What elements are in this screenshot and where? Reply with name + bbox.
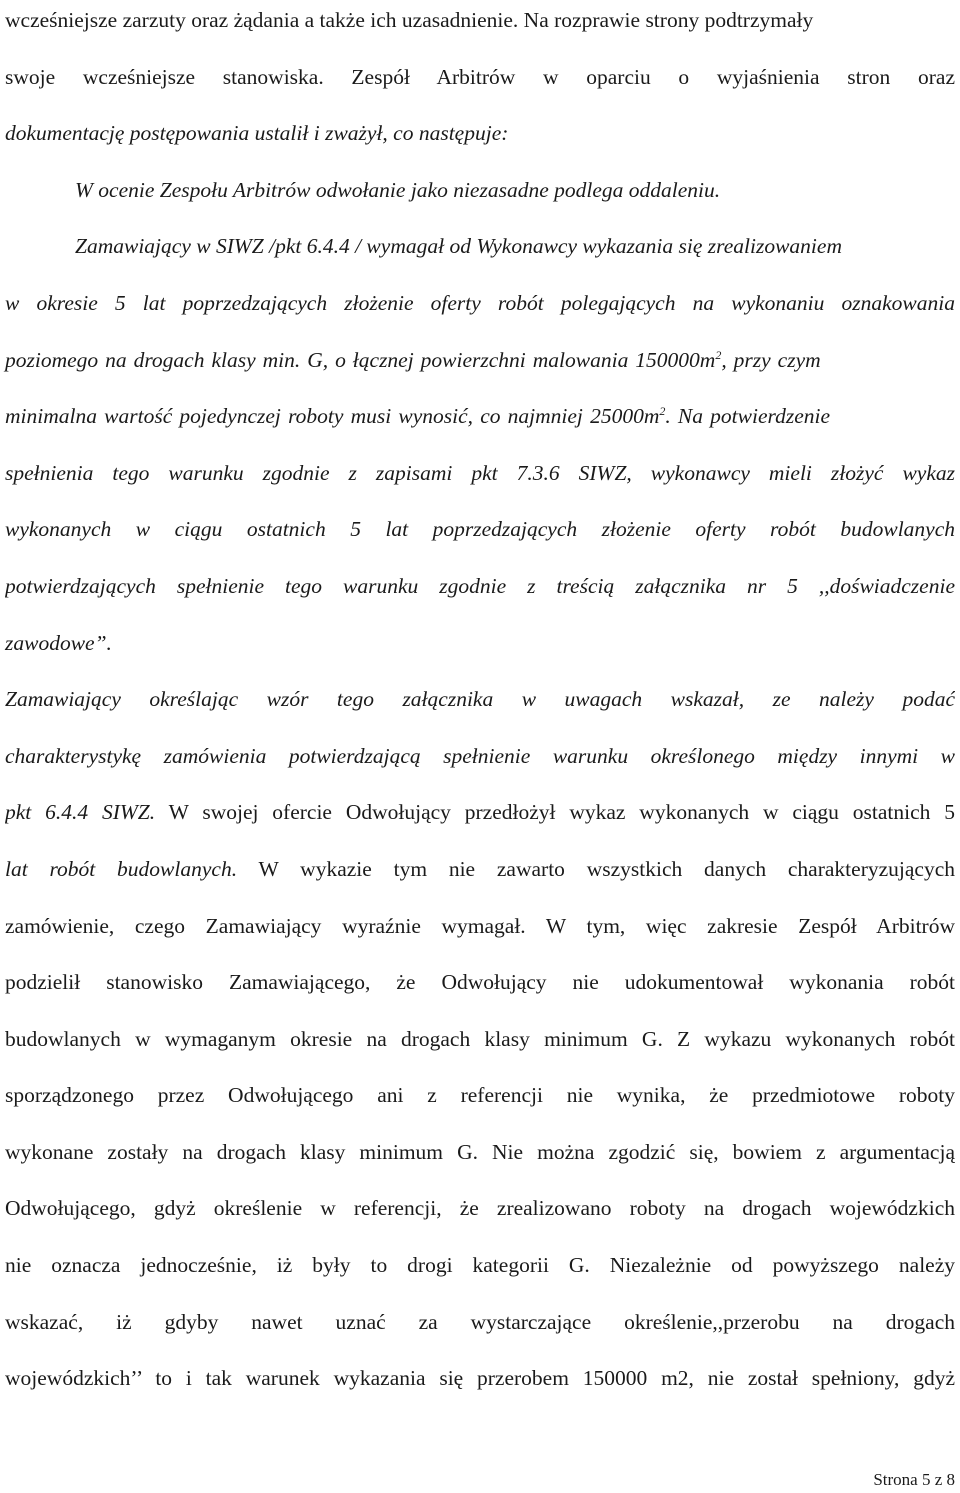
text-segment: . xyxy=(665,404,671,429)
superscript: 2 xyxy=(659,404,666,419)
text-line xyxy=(5,841,955,898)
text-line: wykonane zostały na drogach klasy minimum G. Nie można zgodzić się, bowiem z argumentacją xyxy=(5,1139,955,1164)
text-segment: pkt 6.4.4 SIWZ. xyxy=(5,800,156,825)
text-line xyxy=(5,332,955,389)
text-segment: lat robót budowlanych. xyxy=(5,856,238,881)
text-line: nie oznacza jednocześnie, iż były to drogi kategorii G. Niezależnie od powyższego należy xyxy=(5,1253,955,1278)
superscript: 2 xyxy=(715,347,722,362)
text-segment: W swojej ofercie Odwołujący przedłożył wykaz wykonanych w ciągu ostatnich 5 xyxy=(168,800,955,825)
text-segment: W wykazie tym nie zawarto wszystkich danych charakteryzujących xyxy=(258,856,955,881)
text-line: zawodowe”. xyxy=(5,630,112,655)
text-line: Odwołującego, gdyż określenie w referencji, że zrealizowano roboty na drogach wojewódzkich xyxy=(5,1196,955,1221)
page-number: Strona 5 z 8 xyxy=(873,1470,955,1489)
text-segment: Na potwierdzenie xyxy=(677,404,831,429)
text-line: Zamawiający w SIWZ /pkt 6.4.4 / wymagał od Wykonawcy wykazania się zrealizowaniem xyxy=(75,234,842,259)
text-line: Zamawiający określając wzór tego załącznika w uwagach wskazał, ze należy podać xyxy=(5,687,955,712)
text-line: W ocenie Zespołu Arbitrów odwołanie jako niezasadne podlega oddaleniu. xyxy=(75,177,721,202)
text-line: zamówienie, czego Zamawiający wyraźnie wymagał. W tym, więc zakresie Zespół Arbitrów xyxy=(5,913,955,938)
text-line: wojewódzkich’’ to i tak warunek wykazania się przerobem 150000 m2, nie został spełniony, gdyż xyxy=(5,1366,955,1391)
text-line: swoje wcześniejsze stanowiska. Zespół Arbitrów w oparciu o wyjaśnienia stron oraz xyxy=(5,64,955,89)
text-line: potwierdzających spełnienie tego warunku zgodnie z treścią załącznika nr 5 ,,doświadczenie xyxy=(5,573,955,598)
text-line: w okresie 5 lat poprzedzających złożenie oferty robót polegających na wykonaniu oznakowania xyxy=(5,290,955,315)
text-line: charakterystykę zamówienia potwierdzającą spełnienie warunku określonego między innymi w xyxy=(5,743,955,768)
text-line: dokumentację postępowania ustalił i zważył, co następuje: xyxy=(5,121,509,146)
document-body xyxy=(5,0,955,1407)
text-line xyxy=(5,388,955,445)
text-line: sporządzonego przez Odwołującego ani z referencji nie wynika, że przedmiotowe roboty xyxy=(5,1083,955,1108)
text-segment: , przy czym xyxy=(721,347,821,372)
text-line: wykonanych w ciągu ostatnich 5 lat poprzedzających złożenie oferty robót budowlanych xyxy=(5,517,955,542)
text-line xyxy=(5,784,955,841)
text-line: wskazać, iż gdyby nawet uznać za wystarczające określenie,,przerobu na drogach xyxy=(5,1309,955,1334)
text-segment: poziomego na drogach klasy min. G, o łącznej powierzchni malowania 150000m xyxy=(5,347,716,372)
text-segment: minimalna wartość pojedynczej roboty musi wynosić, co najmniej 25000m xyxy=(5,404,660,429)
text-line: podzielił stanowisko Zamawiającego, że Odwołujący nie udokumentował wykonania robót xyxy=(5,970,955,995)
text-line: budowlanych w wymaganym okresie na drogach klasy minimum G. Z wykazu wykonanych robót xyxy=(5,1026,955,1051)
text-line: spełnienia tego warunku zgodnie z zapisami pkt 7.3.6 SIWZ, wykonawcy mieli złożyć wykaz xyxy=(5,460,955,485)
text-line: wcześniejsze zarzuty oraz żądania a także ich uzasadnienie. Na rozprawie strony podtrzymały xyxy=(5,8,814,32)
